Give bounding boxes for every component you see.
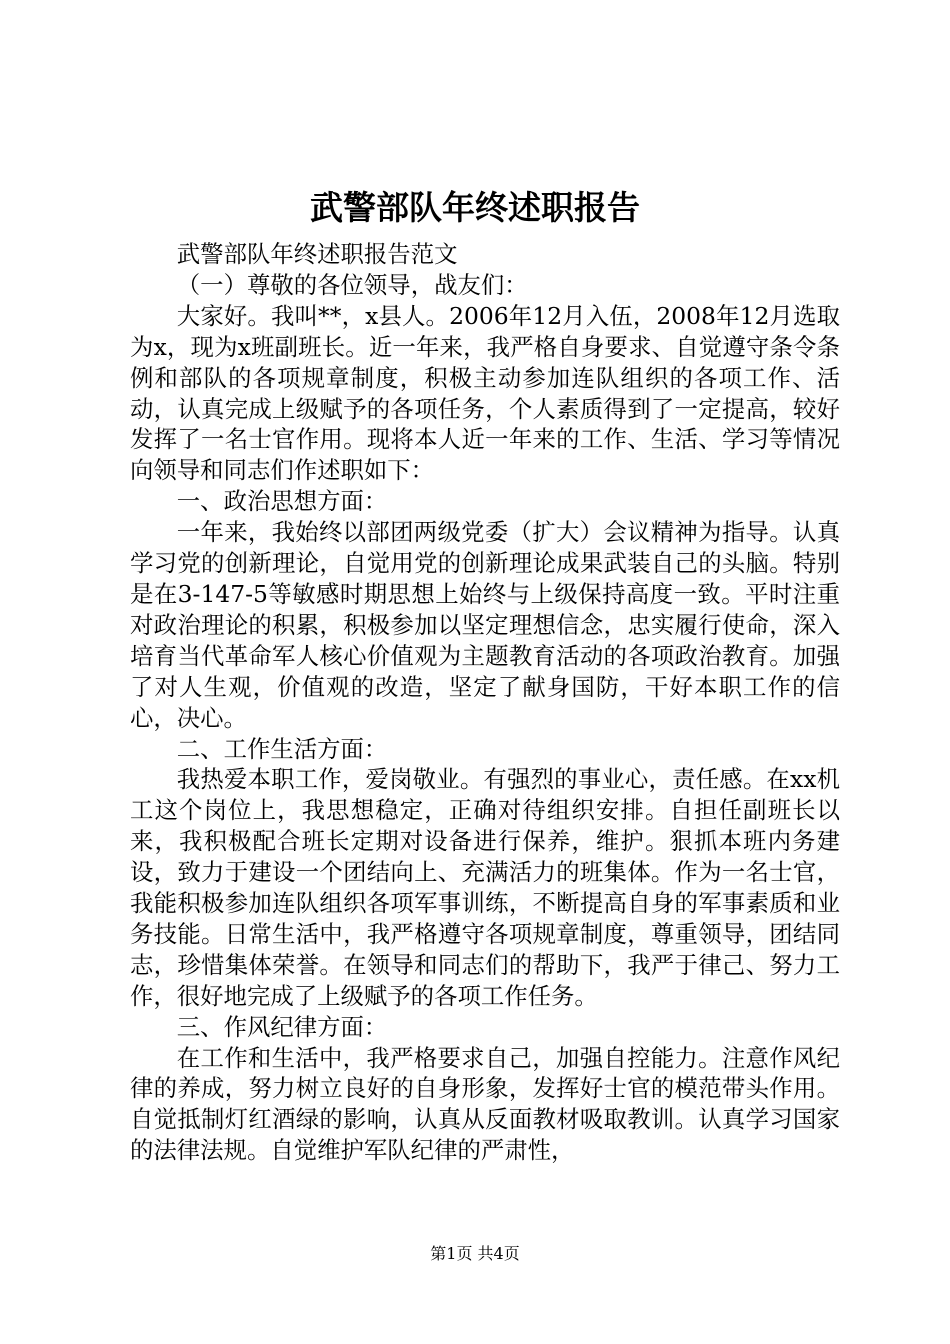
greeting: （一）尊敬的各位领导，战友们： bbox=[176, 270, 528, 299]
document-subtitle: 武警部队年终述职报告范文 bbox=[176, 240, 458, 268]
document-title: 武警部队年终述职报告 bbox=[310, 188, 640, 227]
page-footer: 第1页 共4页 bbox=[430, 1244, 520, 1263]
section-paragraph-discipline: 在工作和生活中，我严格要求自己，加强自控能力。注意作风纪律的养成，努力树立良好的自身形象，发挥好士官的模范带头作用。自觉抵制灯红酒绿的影响，认真从反面教材吸取教训。认真学习国家的法律法规。自觉维护军队纪律的严肃性， bbox=[130, 1043, 840, 1165]
section-heading-work-life: 二、工作生活方面： bbox=[176, 734, 388, 763]
intro-paragraph: 大家好。我叫**，x县人。2006年12月入伍，2008年12月选取为x，现为x班副班长。近一年来，我严格自身要求、自觉遵守条令条例和部队的各项规章制度，积极主动参加连队组织的各项工作、活动，认真完成上级赋予的各项任务，个人素质得到了一定提高，较好发挥了一名士官作用。现将本人近一年来的工作、生活、学习等情况向领导和同志们作述职如下： bbox=[130, 301, 840, 485]
section-heading-political: 一、政治思想方面： bbox=[176, 487, 388, 516]
section-heading-discipline: 三、作风纪律方面： bbox=[176, 1012, 388, 1041]
section-paragraph-political: 一年来，我始终以部团两级党委（扩大）会议精神为指导。认真学习党的创新理论，自觉用党的创新理论成果武装自己的头脑。特别是在3-147-5等敏感时期思想上始终与上级保持高度一致。平时注重对政治理论的积累，积极参加以坚定理想信念，忠实履行使命，深入培育当代革命军人核心价值观为主题教育活动的各项政治教育。加强了对人生观，价值观的改造，坚定了献身国防，干好本职工作的信心，决心。 bbox=[130, 518, 840, 732]
section-paragraph-work-life: 我热爱本职工作，爱岗敬业。有强烈的事业心，责任感。在xx机工这个岗位上，我思想稳定，正确对待组织安排。自担任副班长以来，我积极配合班长定期对设备进行保养，维护。狠抓本班内务建设，致力于建设一个团结向上、充满活力的班集体。作为一名士官，我能积极参加连队组织各项军事训练，不断提高自身的军事素质和业务技能。日常生活中，我严格遵守各项规章制度，尊重领导，团结同志，珍惜集体荣誉。在领导和同志们的帮助下，我严于律己、努力工作，很好地完成了上级赋予的各项工作任务。 bbox=[130, 765, 840, 1010]
document-body bbox=[130, 239, 840, 1166]
